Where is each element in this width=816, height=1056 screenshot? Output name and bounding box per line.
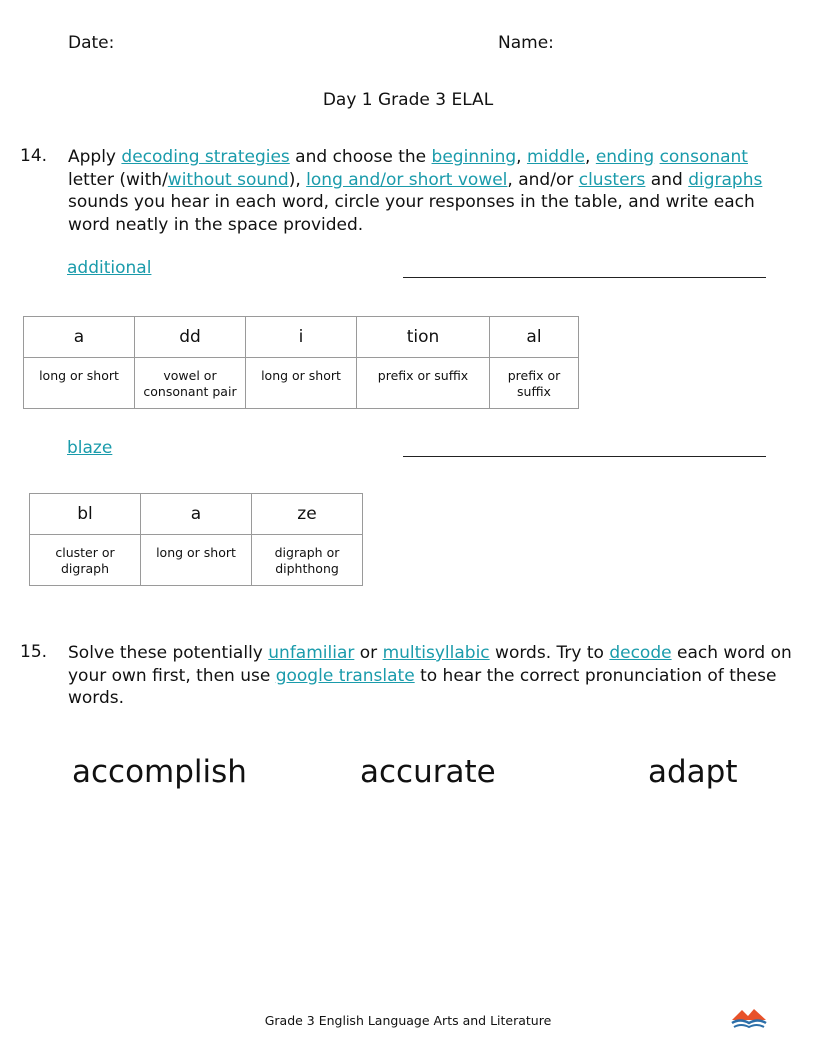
instruction-text: Solve these potentially [68,643,269,663]
question-14-instructions [68,146,798,236]
word-part: ze [252,494,363,535]
instruction-text: , [516,147,527,167]
practice-word-accurate: accurate [360,754,496,790]
vocab-link[interactable]: beginning [431,147,517,167]
practice-word-accomplish: accomplish [72,754,247,790]
vocab-link[interactable]: google translate [275,665,415,686]
word-part: bl [30,494,141,535]
vocab-link[interactable]: digraphs [688,169,763,190]
word-part: i [246,317,357,358]
decoding-table-blaze [29,493,363,586]
vocab-link[interactable]: without sound [167,169,289,190]
instruction-text: Apply [68,147,122,167]
response-option[interactable]: prefix or suffix [357,358,490,409]
vocab-link[interactable]: long and/or short vowel [306,169,508,190]
practice-word-adapt: adapt [648,754,738,790]
vocab-link[interactable]: unfamiliar [268,643,355,663]
footer-text: Grade 3 English Language Arts and Literature [264,1013,552,1028]
response-option[interactable]: long or short [24,358,135,409]
question-15-number: 15. [20,642,48,662]
instruction-text: words. Try to [489,643,610,663]
instruction-text: letter (with/ [68,169,168,190]
vocab-link[interactable]: consonant [659,147,748,167]
instruction-text: to hear the correct pronunciation of these words. [68,665,777,708]
name-label: Name: [498,33,554,53]
date-label: Date: [68,33,115,53]
response-option[interactable]: digraph or diphthong [252,535,363,586]
instruction-text: , [585,147,596,167]
word-part: tion [357,317,490,358]
vocab-link[interactable]: multisyllabic [382,643,490,663]
page-title: Day 1 Grade 3 ELAL [322,90,494,110]
question-15-instructions [68,642,798,710]
response-option[interactable]: long or short [246,358,357,409]
mountain-book-logo-icon [730,1006,768,1030]
instruction-text: each word on your own first, then use [68,643,792,686]
vocab-link[interactable]: middle [526,147,586,167]
response-option[interactable]: long or short [141,535,252,586]
word-part: a [24,317,135,358]
vocab-link[interactable]: decoding strategies [121,147,290,167]
response-option[interactable]: prefix or suffix [490,358,579,409]
instruction-text: sounds you hear in each word, circle your responses in the table, and write each word neatly in the space provided. [68,192,755,235]
word-part: al [490,317,579,358]
vocab-link[interactable]: decode [609,643,672,663]
question-14-number: 14. [20,146,48,166]
instruction-text: , and/or [507,169,579,190]
instruction-text: or [354,643,383,663]
word-part: a [141,494,252,535]
word-link-blaze[interactable]: blaze [67,438,113,458]
vocab-link[interactable]: clusters [578,169,646,190]
instruction-text: ), [288,169,307,190]
word-link-additional[interactable]: additional [67,258,152,278]
vocab-link[interactable]: ending [595,147,655,167]
response-option[interactable]: vowel or consonant pair [135,358,246,409]
word-part: dd [135,317,246,358]
answer-line[interactable] [403,277,766,278]
answer-line[interactable] [403,456,766,457]
response-option[interactable]: cluster or digraph [30,535,141,586]
instruction-text: and choose the [289,147,432,167]
decoding-table-additional [23,316,579,409]
instruction-text: and [645,169,689,190]
